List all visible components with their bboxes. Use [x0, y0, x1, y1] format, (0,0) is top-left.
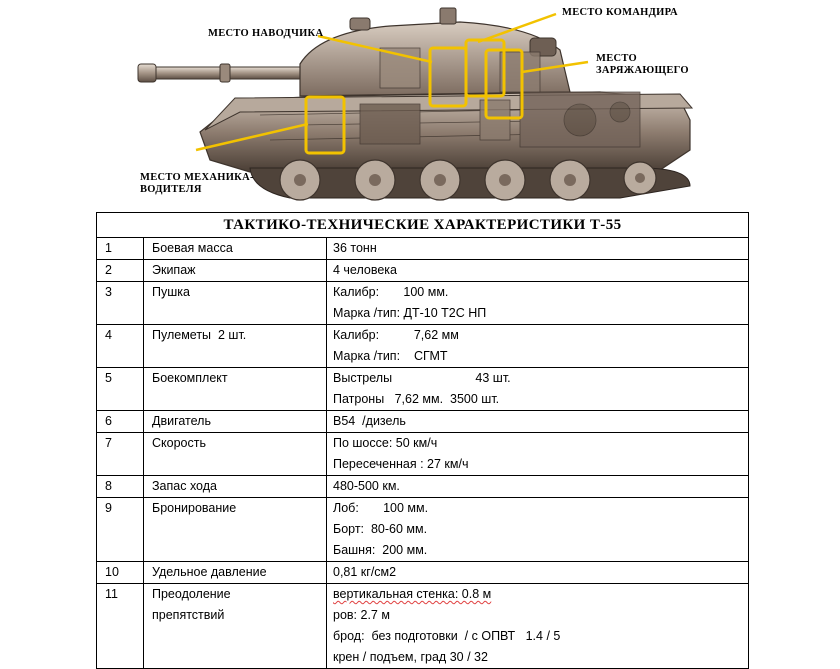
row-number: 8	[105, 479, 112, 493]
parameter-value-cell	[327, 584, 749, 669]
gun-barrel	[146, 67, 326, 79]
row-number: 9	[105, 501, 112, 515]
table-row	[97, 238, 749, 260]
parameter-value-cell	[327, 238, 749, 260]
parameter-name: Двигатель	[152, 414, 211, 428]
parameter-value: 4 человека	[333, 263, 398, 277]
parameter-value-cell	[327, 498, 749, 562]
parameter-value: По шоссе: 50 км/ч	[333, 436, 438, 450]
table-title: ТАКТИКО-ТЕХНИЧЕСКИЕ ХАРАКТЕРИСТИКИ Т-55	[97, 213, 749, 238]
specifications-table	[96, 212, 749, 669]
parameter-value-cell	[327, 476, 749, 498]
callout-gunner: МЕСТО НАВОДЧИКА	[208, 28, 324, 39]
parameter-name: Пулеметы 2 шт.	[152, 328, 247, 342]
row-number-cell	[97, 562, 144, 584]
parameter-value: ров: 2.7 м	[333, 608, 390, 622]
parameter-value: 0,81 кг/см2	[333, 565, 397, 579]
row-number: 11	[105, 587, 118, 601]
row-number-cell	[97, 584, 144, 669]
parameter-name: Боевая масса	[152, 241, 233, 255]
parameter-value: Калибр: 100 мм.	[333, 285, 449, 299]
row-number-cell	[97, 498, 144, 562]
callout-loader-line1: МЕСТО	[596, 53, 638, 64]
parameter-value-cell	[327, 411, 749, 433]
parameter-value: Башня: 200 мм.	[333, 543, 428, 557]
table-row	[97, 368, 749, 411]
muzzle	[138, 64, 156, 82]
row-number-cell	[97, 476, 144, 498]
parameter-name: Скорость	[152, 436, 206, 450]
table-row	[97, 433, 749, 476]
parameter-name: Боекомплект	[152, 371, 228, 385]
parameter-name-cell	[144, 476, 327, 498]
table-row	[97, 498, 749, 562]
tank-cutaway-drawing	[0, 0, 840, 212]
parameter-value: 480-500 км.	[333, 479, 400, 493]
parameter-value: Марка /тип: СГМТ	[333, 349, 448, 363]
table-title-row	[97, 213, 749, 238]
row-number: 6	[105, 414, 112, 428]
parameter-name: Экипаж	[152, 263, 196, 277]
row-number-cell	[97, 368, 144, 411]
row-number: 3	[105, 285, 112, 299]
row-number: 5	[105, 371, 112, 385]
table-row	[97, 411, 749, 433]
specifications-table-body	[97, 213, 749, 669]
row-number-cell	[97, 282, 144, 325]
parameter-value: В54 /дизель	[333, 414, 406, 428]
parameter-name: Удельное давление	[152, 565, 267, 579]
callout-driver-line2: ВОДИТЕЛЯ	[140, 184, 202, 195]
parameter-name-cell	[144, 238, 327, 260]
tank-cutaway-illustration	[0, 0, 840, 212]
parameter-name-cell	[144, 433, 327, 476]
callout-commander: МЕСТО КОМАНДИРА	[562, 7, 678, 18]
parameter-name: препятствий	[152, 608, 225, 622]
row-number-cell	[97, 238, 144, 260]
callout-driver-line1: МЕСТО МЕХАНИКА-	[140, 172, 254, 183]
parameter-name-cell	[144, 282, 327, 325]
row-number: 1	[105, 241, 112, 255]
parameter-value-cell	[327, 562, 749, 584]
row-number: 2	[105, 263, 112, 277]
table-row	[97, 260, 749, 282]
table-row	[97, 584, 749, 669]
parameter-name-cell	[144, 562, 327, 584]
parameter-value: крен / подъем, град 30 / 32	[333, 650, 488, 664]
table-row	[97, 562, 749, 584]
parameter-value-cell	[327, 260, 749, 282]
parameter-name-cell	[144, 260, 327, 282]
parameter-name: Запас хода	[152, 479, 217, 493]
parameter-name-cell	[144, 498, 327, 562]
parameter-value: Борт: 80-60 мм.	[333, 522, 428, 536]
row-number-cell	[97, 325, 144, 368]
parameter-value-cell	[327, 325, 749, 368]
parameter-value: вертикальная стенка: 0.8 м	[333, 587, 492, 601]
table-row	[97, 325, 749, 368]
callout-loader-line2: ЗАРЯЖАЮЩЕГО	[596, 65, 689, 76]
table-row	[97, 476, 749, 498]
parameter-name: Преодоление	[152, 587, 231, 601]
parameter-value: Пересеченная : 27 км/ч	[333, 457, 469, 471]
row-number-cell	[97, 260, 144, 282]
parameter-value: брод: без подготовки / с ОПВТ 1.4 / 5	[333, 629, 561, 643]
parameter-value: Патроны 7,62 мм. 3500 шт.	[333, 392, 500, 406]
row-number-cell	[97, 433, 144, 476]
parameter-name: Пушка	[152, 285, 190, 299]
row-number: 7	[105, 436, 112, 450]
parameter-value-cell	[327, 368, 749, 411]
row-number: 4	[105, 328, 112, 342]
parameter-value-cell	[327, 282, 749, 325]
parameter-name-cell	[144, 584, 327, 669]
parameter-value: Калибр: 7,62 мм	[333, 328, 459, 342]
parameter-name-cell	[144, 368, 327, 411]
parameter-value: Лоб: 100 мм.	[333, 501, 429, 515]
parameter-value: Выстрелы 43 шт.	[333, 371, 511, 385]
row-number-cell	[97, 411, 144, 433]
parameter-value-cell	[327, 433, 749, 476]
parameter-name-cell	[144, 325, 327, 368]
parameter-name-cell	[144, 411, 327, 433]
parameter-value: 36 тонн	[333, 241, 377, 255]
parameter-value: Марка /тип: ДТ-10 Т2С НП	[333, 306, 487, 320]
parameter-name: Бронирование	[152, 501, 237, 515]
table-row	[97, 282, 749, 325]
row-number: 10	[105, 565, 119, 579]
